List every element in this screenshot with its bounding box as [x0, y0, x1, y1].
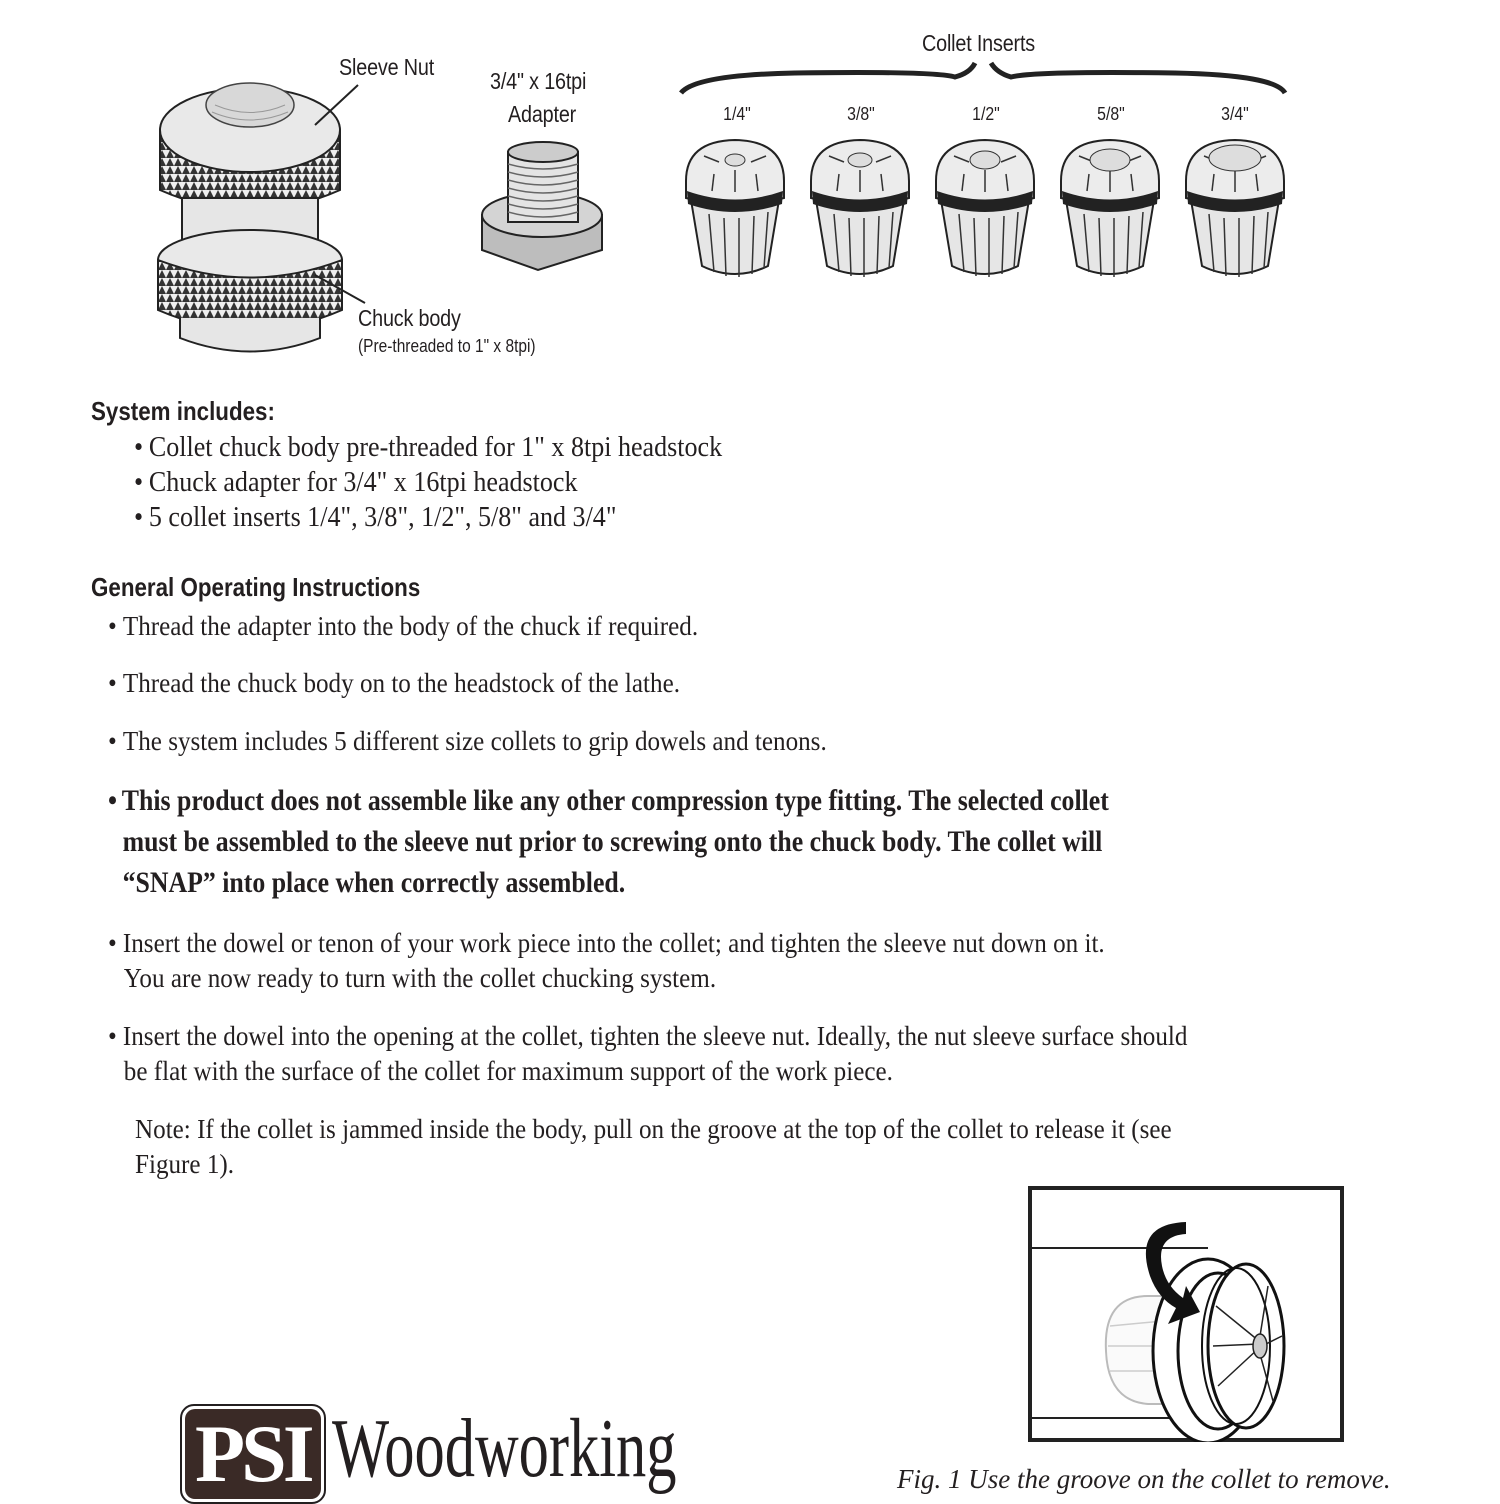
leader-lines [310, 75, 380, 335]
collet-inserts-label: Collet Inserts [922, 30, 1036, 56]
psi-woodworking-logo [180, 1404, 810, 1504]
adapter-label-line2: Adapter [508, 101, 577, 127]
collet-size-label: 5/8" [1097, 104, 1125, 124]
logo-mark: PSI [185, 1409, 321, 1499]
figure-1-illustration [1028, 1186, 1344, 1442]
adapter-illustration [478, 140, 608, 280]
bullet: • [108, 668, 117, 698]
instruction-item: • Thread the chuck body on to the headstock of the lathe. [108, 666, 680, 701]
collet-size-label: 3/4" [1221, 104, 1249, 124]
collet-row-illustration [684, 136, 1289, 281]
bullet: • [108, 611, 117, 641]
bullet: • [108, 784, 118, 817]
chuck-body-sublabel: (Pre-threaded to 1" x 8tpi) [358, 336, 536, 356]
bullet: • [134, 467, 144, 498]
instruction-item: • Insert the dowel into the opening at the collet, tighten the sleeve nut. Ideally, the nut sleeve surface should be flat with the surface of the collet for maximum support of the work piece. [108, 1021, 1188, 1086]
note: Note: If the collet is jammed inside the body, pull on the groove at the top of the collet to release it (see Figure 1). [135, 1114, 1172, 1179]
logo-wordmark: Woodworking [331, 1402, 677, 1495]
instruction-item: • Thread the adapter into the body of the chuck if required. [108, 609, 698, 644]
instruction-item: • Insert the dowel or tenon of your work piece into the collet; and tighten the sleeve nut down on it. You are now ready to turn with the collet chucking system. [108, 928, 1105, 993]
chuck-body-label: Chuck body [358, 305, 461, 331]
bullet: • [134, 432, 144, 463]
figure-caption: Fig. 1 Use the groove on the collet to remove. [897, 1464, 1391, 1494]
logo-mark-frame [180, 1404, 326, 1504]
system-includes-heading: System includes: [91, 396, 275, 426]
collet-size-label: 3/8" [847, 104, 875, 124]
collet-size-label: 1/2" [972, 104, 1000, 124]
adapter-label-line1: 3/4" x 16tpi [490, 68, 587, 94]
bullet: • [108, 928, 117, 958]
bullet: • [134, 502, 144, 533]
collet-size-label: 1/4" [723, 104, 751, 124]
instructions-heading: General Operating Instructions [91, 572, 421, 602]
instruction-item: • The system includes 5 different size collets to grip dowels and tenons. [108, 724, 827, 759]
list-item: • Collet chuck body pre-threaded for 1" x 8tpi headstock [134, 432, 723, 463]
instruction-item-important: • This product does not assemble like any other compression type fitting. The selected collet must be assembled to the sleeve nut prior to screwing onto the chuck body. The collet will “SNAP” into place when correctly assembled. [108, 780, 1109, 903]
bullet: • [108, 1021, 117, 1051]
collet-bracket [675, 55, 1295, 100]
bullet: • [108, 726, 117, 756]
sleeve-nut-label: Sleeve Nut [339, 54, 435, 80]
list-item: • Chuck adapter for 3/4" x 16tpi headstock [134, 467, 578, 498]
list-item: • 5 collet inserts 1/4", 3/8", 1/2", 5/8" and 3/4" [134, 502, 617, 533]
